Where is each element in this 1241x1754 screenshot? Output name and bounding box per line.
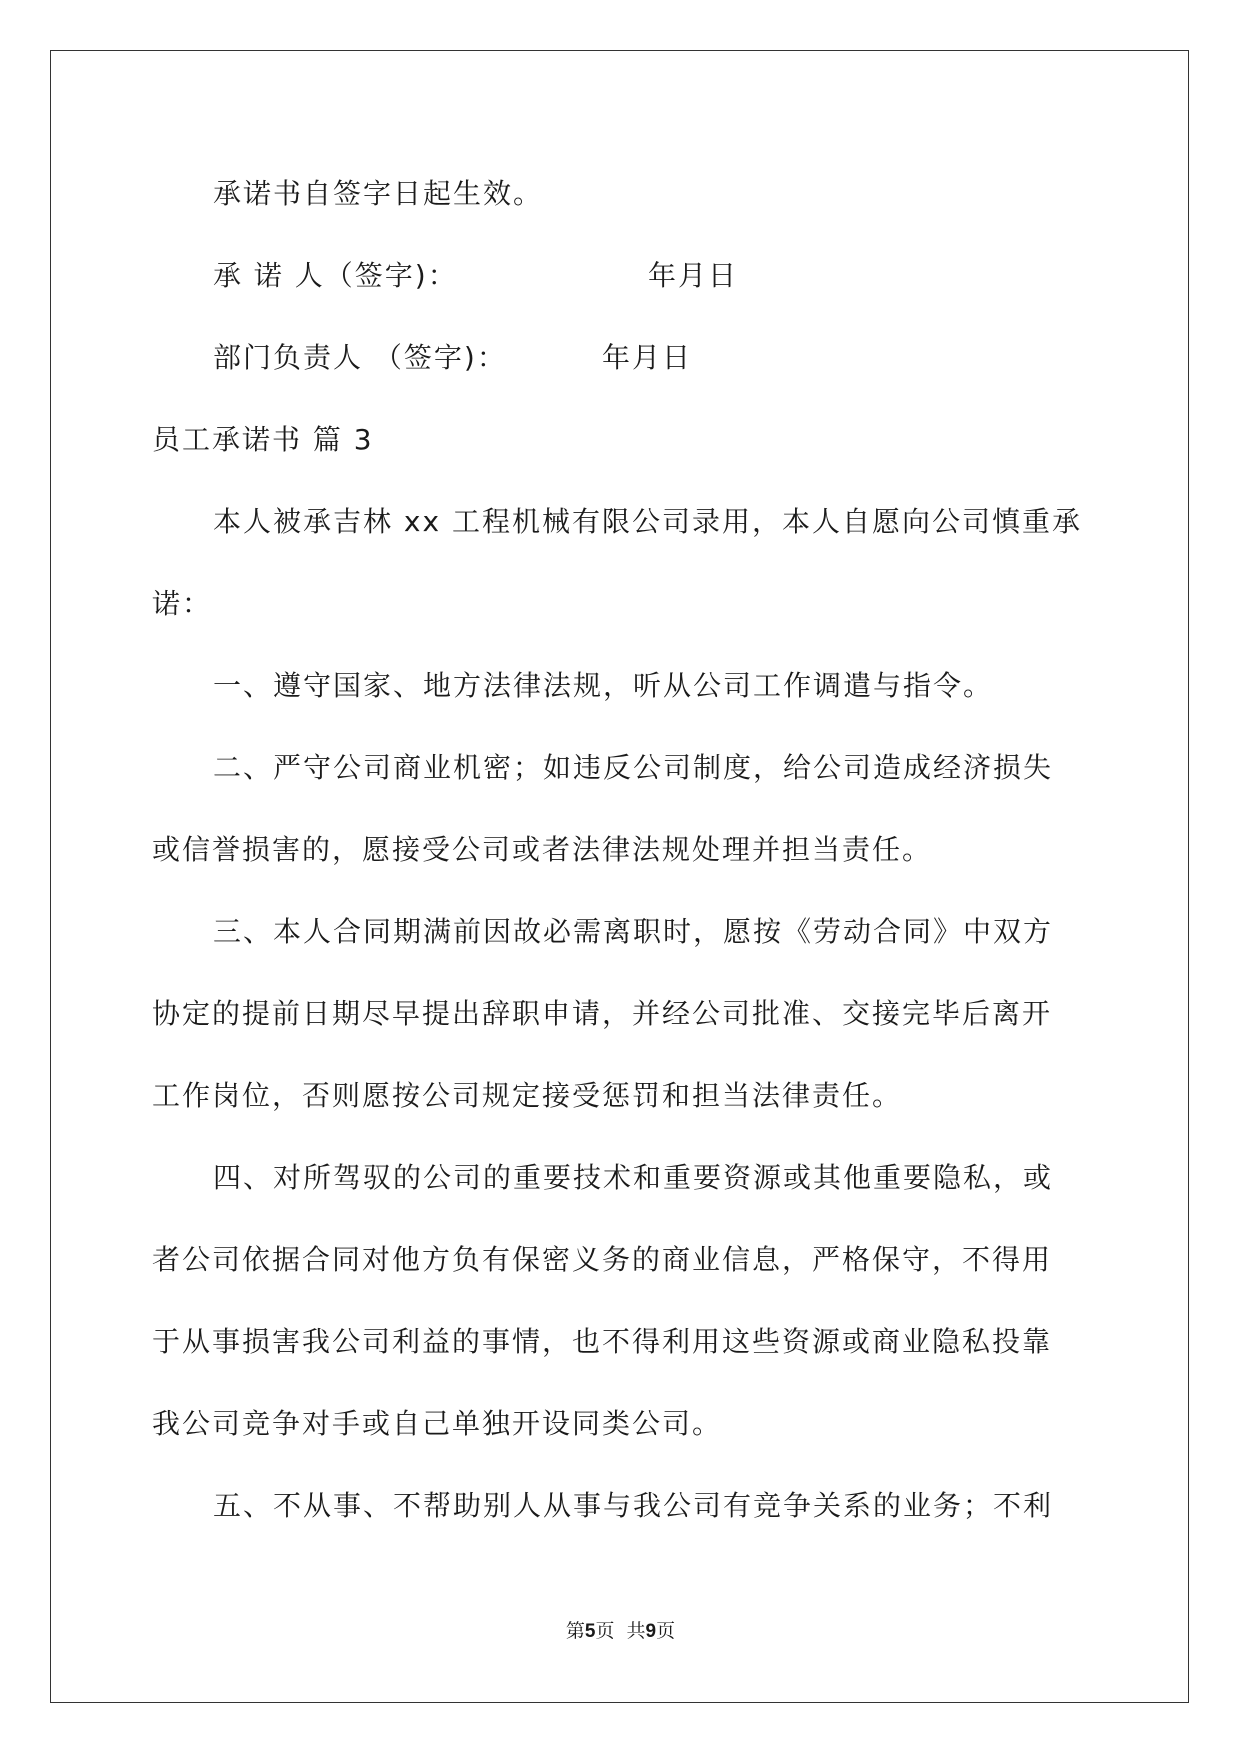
paragraph-line: 三、本人合同期满前因故必需离职时，愿按《劳动合同》中双方 [213,915,1054,948]
department-head-date-label: 年月日 [602,341,693,374]
department-head-signature-label: 部门负责人 （签字)： [213,341,507,374]
paragraph-line: 诺： [152,587,213,620]
effective-clause: 承诺书自签字日起生效。 [213,177,544,210]
paragraph-line: 五、不从事、不帮助别人从事与我公司有竞争关系的业务；不利 [213,1489,1054,1522]
section-heading: 员工承诺书 篇 3 [152,423,374,456]
paragraph-line: 协定的提前日期尽早提出辞职申请，并经公司批准、交接完毕后离开 [152,997,1053,1030]
paragraph-line: 二、严守公司商业机密；如违反公司制度，给公司造成经济损失 [213,751,1054,784]
footer-suffix: 页 [656,1620,676,1642]
total-page-number: 9 [645,1621,657,1642]
promisor-date-label: 年月日 [648,259,739,292]
footer-prefix: 第 [565,1620,585,1642]
current-page-number: 5 [584,1621,596,1642]
page-footer [0,1619,1241,1644]
paragraph-line: 或信誉损害的，愿接受公司或者法律法规处理并担当责任。 [152,833,933,866]
paragraph-line: 于从事损害我公司利益的事情，也不得利用这些资源或商业隐私投靠 [152,1325,1053,1358]
footer-mid: 页 共 [595,1620,646,1642]
page-border [50,50,1189,1703]
paragraph-line: 工作岗位，否则愿按公司规定接受惩罚和担当法律责任。 [152,1079,903,1112]
promisor-signature-label: 承 诺 人（签字)： [213,259,458,292]
paragraph-line: 者公司依据合同对他方负有保密义务的商业信息，严格保守，不得用 [152,1243,1053,1276]
paragraph-line: 一、遵守国家、地方法律法规，听从公司工作调遣与指令。 [213,669,994,702]
paragraph-line: 我公司竞争对手或自己单独开设同类公司。 [152,1407,723,1440]
paragraph-line: 四、对所驾驭的公司的重要技术和重要资源或其他重要隐私，或 [213,1161,1054,1194]
paragraph-line: 本人被承吉林 xx 工程机械有限公司录用，本人自愿向公司慎重承 [213,505,1082,538]
